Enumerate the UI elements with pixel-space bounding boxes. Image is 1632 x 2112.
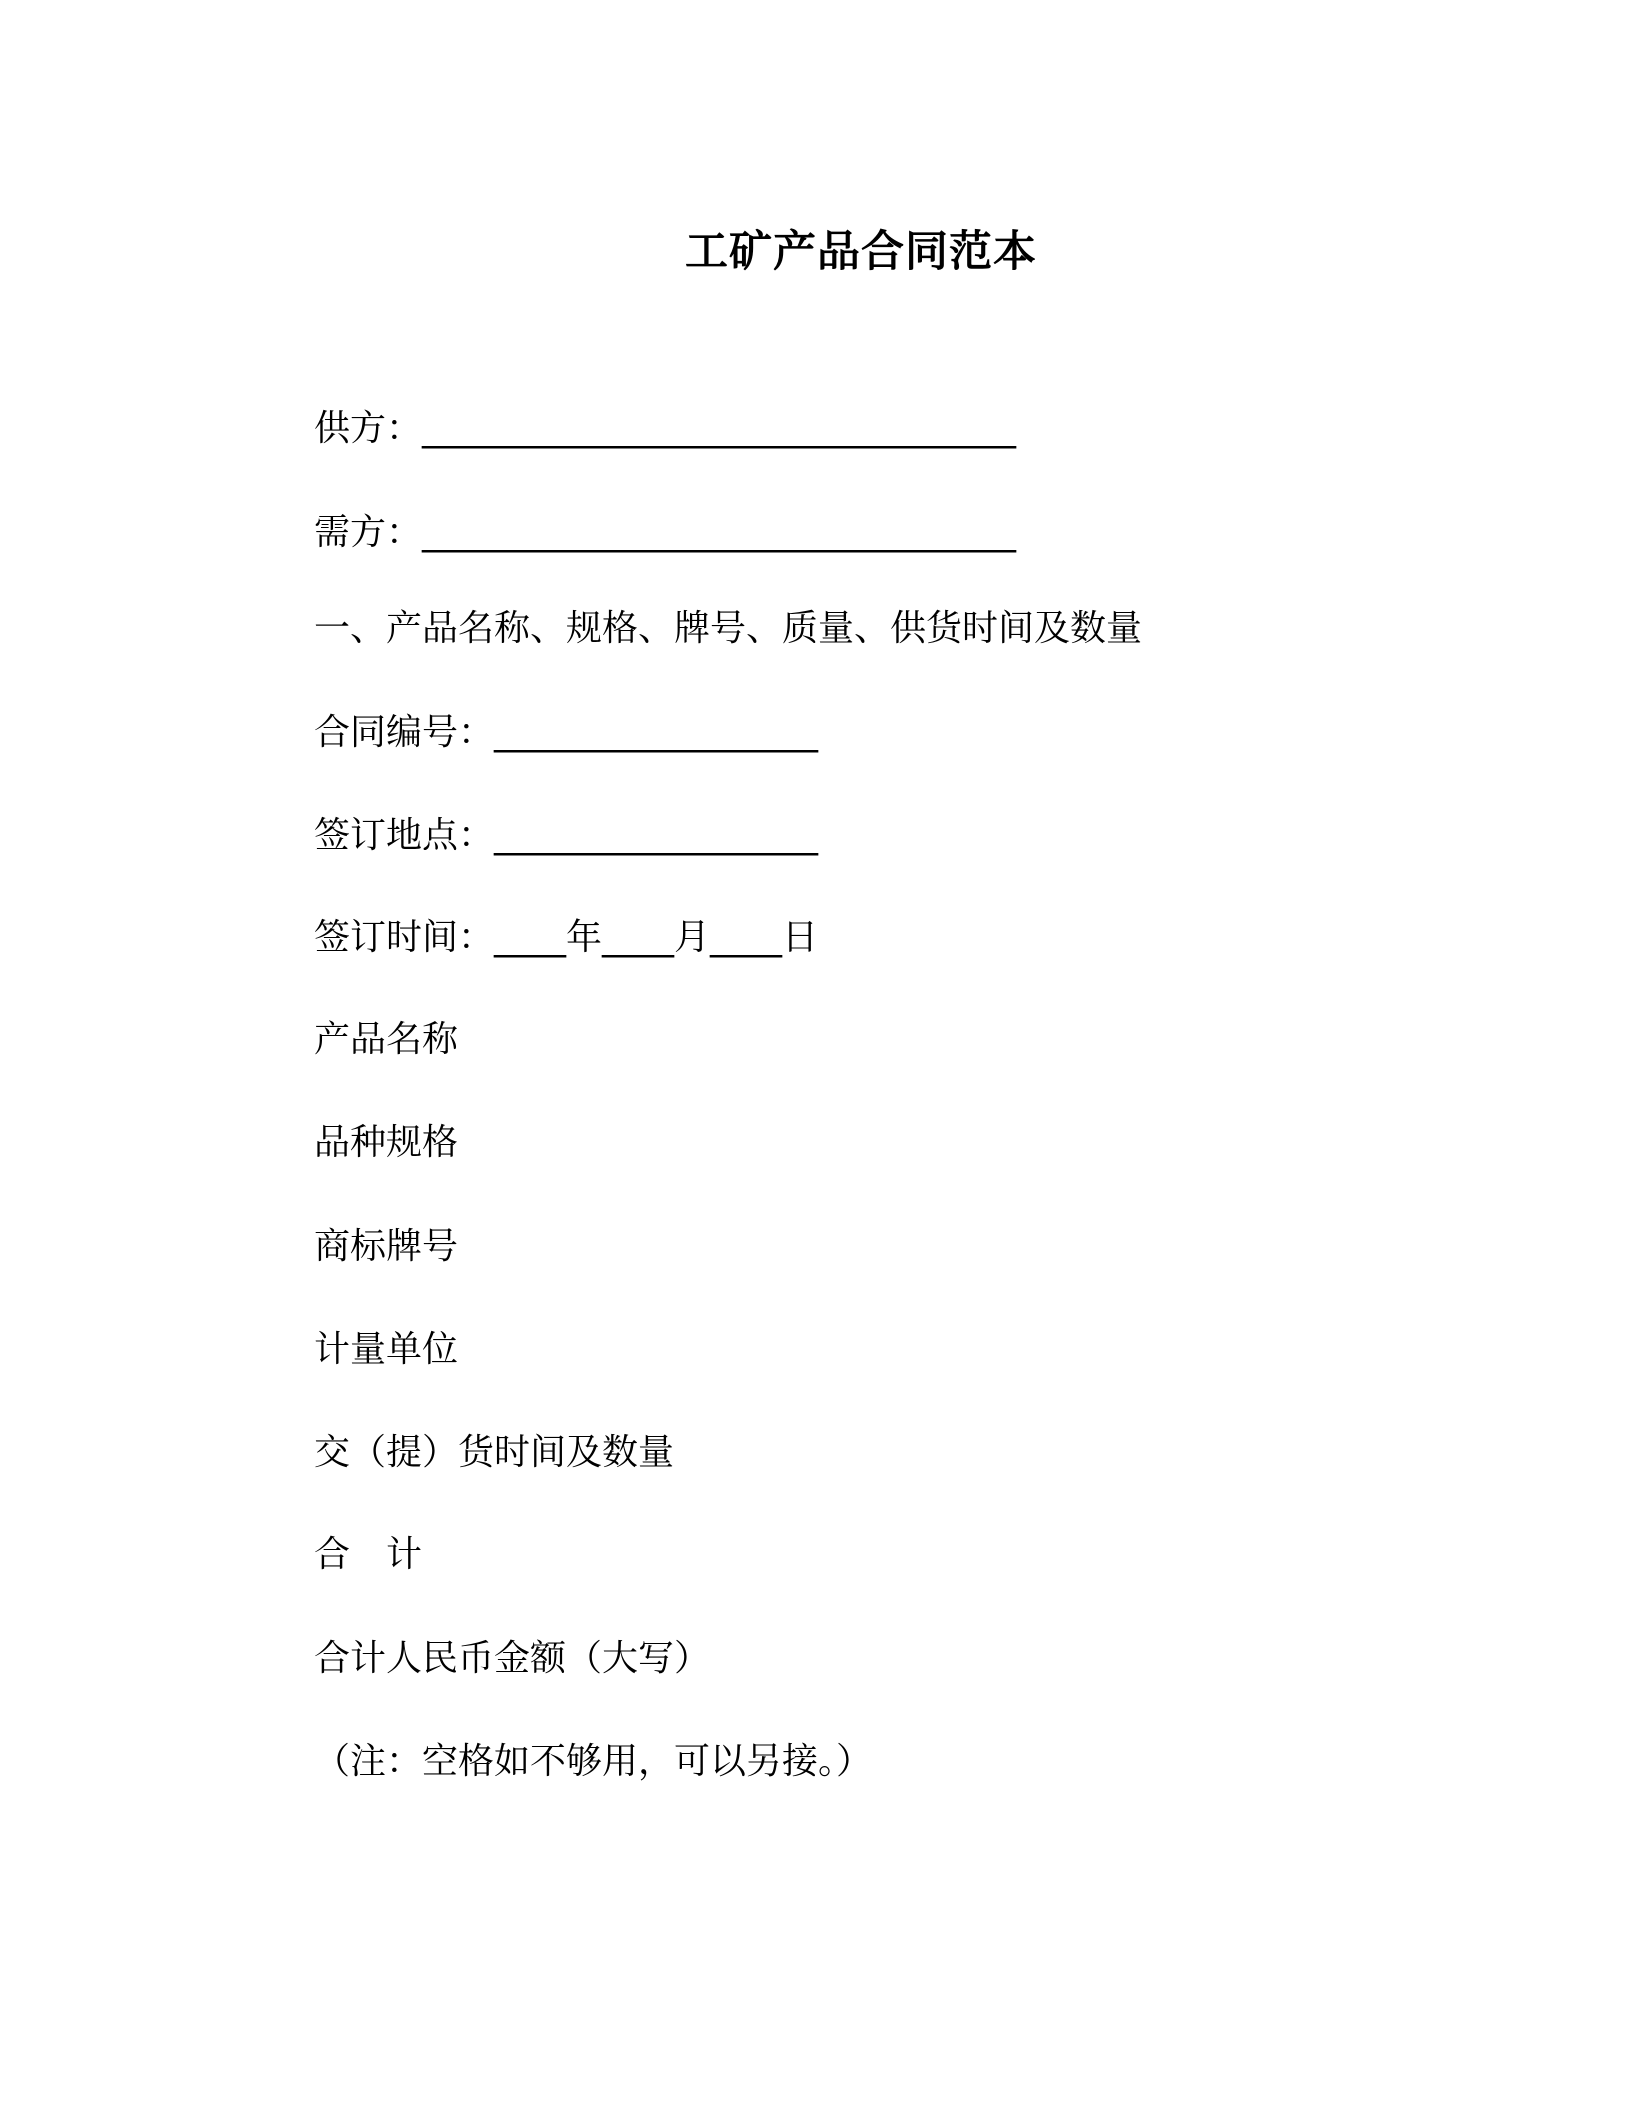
spec-label: 品种规格 <box>314 1122 459 1163</box>
product-name-label: 产品名称 <box>314 1019 459 1060</box>
signing-date-field: 签订时间：____年____月____日 <box>314 917 819 958</box>
buyer-field: 需方：_________________________________ <box>314 512 1017 553</box>
document-title: 工矿产品合同范本 <box>685 227 1037 277</box>
total-rmb-label: 合计人民币金额（大写） <box>314 1638 711 1679</box>
contract-number-field: 合同编号：__________________ <box>314 712 819 753</box>
supplier-field: 供方：_________________________________ <box>314 408 1017 449</box>
section-1-heading: 一、产品名称、规格、牌号、质量、供货时间及数量 <box>314 608 1143 649</box>
total-label: 合 计 <box>314 1534 423 1575</box>
note-text: （注：空格如不够用，可以另接。） <box>314 1741 873 1782</box>
delivery-label: 交（提）货时间及数量 <box>314 1432 675 1473</box>
signing-place-field: 签订地点：__________________ <box>314 815 819 856</box>
unit-label: 计量单位 <box>314 1329 459 1370</box>
brand-label: 商标牌号 <box>314 1226 459 1267</box>
